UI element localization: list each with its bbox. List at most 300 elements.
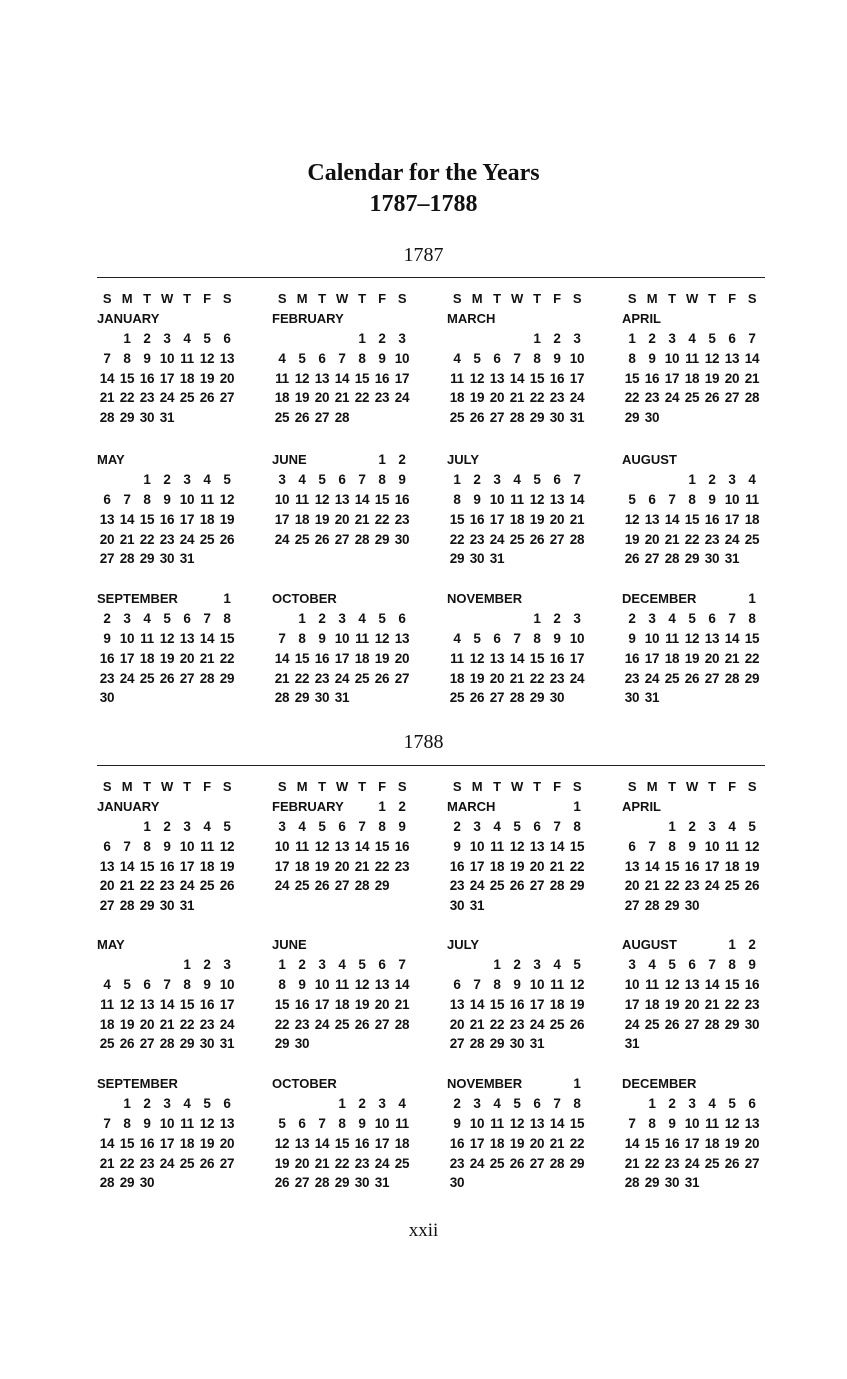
month-name: SEPTEMBER bbox=[97, 591, 178, 607]
day-cell: 22 bbox=[529, 670, 545, 686]
day-cell: 27 bbox=[449, 1036, 465, 1052]
day-cell: 14 bbox=[549, 1115, 565, 1131]
day-cell: 29 bbox=[179, 1036, 195, 1052]
day-cell: 7 bbox=[103, 350, 111, 366]
day-cell: 5 bbox=[163, 611, 171, 627]
day-cell: 3 bbox=[278, 472, 286, 488]
day-cell: 17 bbox=[684, 1135, 700, 1151]
day-cell: 25 bbox=[294, 878, 310, 894]
day-cell: 11 bbox=[275, 370, 289, 386]
day-cell: 28 bbox=[704, 1016, 720, 1032]
day-cell: 10 bbox=[569, 350, 585, 366]
day-cell: 27 bbox=[684, 1016, 700, 1032]
day-cell: 13 bbox=[139, 996, 155, 1012]
day-cell: 3 bbox=[533, 957, 541, 973]
weekday-header-cell: S bbox=[397, 291, 407, 307]
day-cell: 15 bbox=[219, 630, 235, 646]
day-cell: 21 bbox=[99, 390, 115, 406]
day-cell: 16 bbox=[394, 491, 410, 507]
month-grid bbox=[97, 1074, 269, 1193]
month-december-1787 bbox=[622, 589, 794, 708]
month-grid bbox=[622, 935, 794, 1054]
day-cell: 10 bbox=[704, 838, 720, 854]
day-cell: 20 bbox=[374, 996, 390, 1012]
month-name: APRIL bbox=[622, 311, 661, 327]
month-name: FEBRUARY bbox=[272, 799, 344, 815]
day-cell: 25 bbox=[394, 1155, 410, 1171]
day-cell: 26 bbox=[724, 1155, 740, 1171]
day-cell: 29 bbox=[374, 878, 390, 894]
day-cell: 22 bbox=[489, 1016, 505, 1032]
weekday-header-cell: S bbox=[627, 779, 637, 795]
day-cell: 30 bbox=[199, 1036, 215, 1052]
day-cell: 20 bbox=[744, 1135, 760, 1151]
weekday-header-cell: W bbox=[336, 779, 348, 795]
day-cell: 20 bbox=[219, 370, 235, 386]
month-august-1788 bbox=[622, 935, 794, 1054]
day-cell: 16 bbox=[314, 650, 330, 666]
day-cell: 26 bbox=[314, 531, 330, 547]
day-cell: 8 bbox=[668, 838, 676, 854]
day-cell: 28 bbox=[744, 390, 760, 406]
day-cell: 5 bbox=[298, 350, 306, 366]
weekday-header-cell: W bbox=[336, 291, 348, 307]
day-cell: 9 bbox=[318, 630, 326, 646]
day-cell: 25 bbox=[99, 1036, 115, 1052]
day-cell: 13 bbox=[489, 370, 505, 386]
day-cell: 23 bbox=[394, 858, 410, 874]
day-cell: 17 bbox=[704, 858, 720, 874]
day-cell: 4 bbox=[183, 330, 191, 346]
day-cell: 4 bbox=[453, 350, 461, 366]
page-title-line-2: 1787–1788 bbox=[369, 191, 478, 217]
day-cell: 4 bbox=[513, 472, 521, 488]
day-cell: 4 bbox=[648, 957, 656, 973]
day-cell: 9 bbox=[143, 1115, 151, 1131]
day-cell: 15 bbox=[569, 838, 585, 854]
day-cell: 13 bbox=[99, 511, 115, 527]
day-cell: 14 bbox=[99, 1135, 115, 1151]
day-cell: 22 bbox=[274, 1016, 290, 1032]
day-cell: 7 bbox=[398, 957, 406, 973]
day-cell: 20 bbox=[684, 996, 700, 1012]
weekday-header-cell: T bbox=[183, 779, 191, 795]
day-cell: 19 bbox=[314, 858, 330, 874]
month-name: JUNE bbox=[272, 937, 307, 953]
day-cell: 29 bbox=[489, 1036, 505, 1052]
day-cell: 31 bbox=[334, 690, 350, 706]
day-cell: 6 bbox=[143, 976, 151, 992]
day-cell: 18 bbox=[704, 1135, 720, 1151]
day-cell: 15 bbox=[374, 838, 390, 854]
day-cell: 26 bbox=[744, 878, 760, 894]
day-cell: 1 bbox=[298, 611, 306, 627]
day-cell: 30 bbox=[314, 690, 330, 706]
day-cell: 5 bbox=[513, 818, 521, 834]
day-cell: 14 bbox=[334, 370, 350, 386]
weekday-header-cell: T bbox=[358, 291, 366, 307]
weekday-header-cell: M bbox=[471, 779, 483, 795]
day-cell: 4 bbox=[708, 1096, 716, 1112]
day-cell: 19 bbox=[724, 1135, 740, 1151]
day-cell: 14 bbox=[274, 650, 290, 666]
day-cell: 28 bbox=[394, 1016, 410, 1032]
day-cell: 21 bbox=[624, 1155, 640, 1171]
day-cell: 1 bbox=[378, 452, 386, 468]
day-cell: 8 bbox=[183, 976, 191, 992]
day-cell: 1 bbox=[378, 799, 386, 815]
month-april-1787 bbox=[622, 289, 794, 428]
day-cell: 8 bbox=[533, 630, 541, 646]
day-cell: 1 bbox=[573, 1076, 581, 1092]
day-cell: 21 bbox=[704, 996, 720, 1012]
day-cell: 22 bbox=[119, 1155, 135, 1171]
day-cell: 18 bbox=[334, 996, 350, 1012]
day-cell: 3 bbox=[728, 472, 736, 488]
day-cell: 15 bbox=[119, 1135, 135, 1151]
day-cell: 20 bbox=[394, 650, 410, 666]
month-grid bbox=[97, 935, 269, 1054]
day-cell: 29 bbox=[119, 1175, 135, 1191]
day-cell: 10 bbox=[724, 491, 740, 507]
day-cell: 2 bbox=[163, 818, 171, 834]
day-cell: 21 bbox=[549, 858, 565, 874]
day-cell: 2 bbox=[163, 472, 171, 488]
day-cell: 28 bbox=[354, 531, 370, 547]
day-cell: 2 bbox=[453, 1096, 461, 1112]
day-cell: 27 bbox=[99, 551, 115, 567]
day-cell: 9 bbox=[668, 1115, 676, 1131]
day-cell: 11 bbox=[745, 491, 759, 507]
day-cell: 10 bbox=[684, 1115, 700, 1131]
day-cell: 29 bbox=[219, 670, 235, 686]
day-cell: 29 bbox=[374, 531, 390, 547]
day-cell: 9 bbox=[143, 350, 151, 366]
day-cell: 25 bbox=[274, 410, 290, 426]
day-cell: 11 bbox=[665, 630, 679, 646]
day-cell: 12 bbox=[199, 350, 215, 366]
day-cell: 29 bbox=[569, 878, 585, 894]
day-cell: 15 bbox=[294, 650, 310, 666]
day-cell: 1 bbox=[183, 957, 191, 973]
day-cell: 19 bbox=[744, 858, 760, 874]
day-cell: 13 bbox=[704, 630, 720, 646]
day-cell: 26 bbox=[569, 1016, 585, 1032]
month-february-1788 bbox=[272, 777, 444, 896]
day-cell: 18 bbox=[664, 650, 680, 666]
day-cell: 14 bbox=[509, 370, 525, 386]
day-cell: 7 bbox=[358, 818, 366, 834]
month-grid bbox=[447, 777, 619, 916]
month-may-1787 bbox=[97, 450, 269, 569]
day-cell: 6 bbox=[318, 350, 326, 366]
day-cell: 3 bbox=[493, 472, 501, 488]
day-cell: 12 bbox=[624, 511, 640, 527]
day-cell: 2 bbox=[708, 472, 716, 488]
day-cell: 2 bbox=[628, 611, 636, 627]
day-cell: 19 bbox=[469, 670, 485, 686]
month-name: MAY bbox=[97, 452, 125, 468]
day-cell: 28 bbox=[549, 1155, 565, 1171]
day-cell: 3 bbox=[688, 1096, 696, 1112]
day-cell: 31 bbox=[489, 551, 505, 567]
page-number: xxii bbox=[408, 1220, 439, 1241]
day-cell: 31 bbox=[644, 690, 660, 706]
day-cell: 1 bbox=[223, 591, 231, 607]
day-cell: 28 bbox=[119, 898, 135, 914]
day-cell: 31 bbox=[469, 898, 485, 914]
day-cell: 7 bbox=[553, 1096, 561, 1112]
day-cell: 17 bbox=[179, 511, 195, 527]
day-cell: 17 bbox=[664, 370, 680, 386]
day-cell: 29 bbox=[529, 690, 545, 706]
day-cell: 1 bbox=[728, 937, 736, 953]
day-cell: 17 bbox=[219, 996, 235, 1012]
day-cell: 16 bbox=[449, 858, 465, 874]
day-cell: 6 bbox=[338, 472, 346, 488]
day-cell: 2 bbox=[143, 1096, 151, 1112]
day-cell: 4 bbox=[143, 611, 151, 627]
day-cell: 22 bbox=[139, 531, 155, 547]
day-cell: 11 bbox=[645, 976, 659, 992]
day-cell: 19 bbox=[314, 511, 330, 527]
day-cell: 3 bbox=[628, 957, 636, 973]
day-cell: 4 bbox=[103, 976, 111, 992]
day-cell: 29 bbox=[449, 551, 465, 567]
day-cell: 23 bbox=[644, 390, 660, 406]
month-grid bbox=[272, 935, 444, 1054]
day-cell: 3 bbox=[183, 472, 191, 488]
day-cell: 26 bbox=[354, 1016, 370, 1032]
divider-rule-1787 bbox=[97, 277, 765, 278]
weekday-header-cell: T bbox=[143, 779, 151, 795]
day-cell: 15 bbox=[664, 858, 680, 874]
day-cell: 13 bbox=[374, 976, 390, 992]
day-cell: 16 bbox=[549, 370, 565, 386]
month-name: NOVEMBER bbox=[447, 591, 523, 607]
day-cell: 13 bbox=[219, 1115, 235, 1131]
day-cell: 5 bbox=[513, 1096, 521, 1112]
day-cell: 20 bbox=[704, 650, 720, 666]
day-cell: 3 bbox=[338, 611, 346, 627]
day-cell: 23 bbox=[469, 531, 485, 547]
day-cell: 16 bbox=[449, 1135, 465, 1151]
day-cell: 18 bbox=[449, 670, 465, 686]
day-cell: 26 bbox=[509, 878, 525, 894]
day-cell: 9 bbox=[203, 976, 211, 992]
day-cell: 26 bbox=[314, 878, 330, 894]
day-cell: 21 bbox=[274, 670, 290, 686]
day-cell: 19 bbox=[294, 390, 310, 406]
day-cell: 27 bbox=[744, 1155, 760, 1171]
day-cell: 23 bbox=[449, 1155, 465, 1171]
day-cell: 7 bbox=[203, 611, 211, 627]
day-cell: 21 bbox=[644, 878, 660, 894]
day-cell: 26 bbox=[469, 690, 485, 706]
day-cell: 18 bbox=[509, 511, 525, 527]
day-cell: 7 bbox=[358, 472, 366, 488]
month-grid bbox=[272, 589, 444, 708]
day-cell: 10 bbox=[469, 1115, 485, 1131]
day-cell: 8 bbox=[533, 350, 541, 366]
month-name: DECEMBER bbox=[622, 1076, 697, 1092]
day-cell: 16 bbox=[684, 858, 700, 874]
day-cell: 12 bbox=[744, 838, 760, 854]
day-cell: 8 bbox=[143, 491, 151, 507]
day-cell: 14 bbox=[509, 650, 525, 666]
day-cell: 18 bbox=[394, 1135, 410, 1151]
weekday-header-cell: T bbox=[493, 779, 501, 795]
day-cell: 18 bbox=[489, 858, 505, 874]
weekday-header-cell: S bbox=[572, 291, 582, 307]
day-cell: 29 bbox=[139, 898, 155, 914]
day-cell: 29 bbox=[334, 1175, 350, 1191]
day-cell: 2 bbox=[453, 818, 461, 834]
day-cell: 4 bbox=[278, 350, 286, 366]
month-june-1788 bbox=[272, 935, 444, 1054]
month-november-1788 bbox=[447, 1074, 619, 1193]
day-cell: 25 bbox=[704, 1155, 720, 1171]
day-cell: 5 bbox=[573, 957, 581, 973]
day-cell: 27 bbox=[99, 898, 115, 914]
day-cell: 2 bbox=[358, 1096, 366, 1112]
day-cell: 24 bbox=[664, 390, 680, 406]
weekday-header-cell: T bbox=[183, 291, 191, 307]
day-cell: 24 bbox=[624, 1016, 640, 1032]
day-cell: 7 bbox=[123, 838, 131, 854]
month-name: APRIL bbox=[622, 799, 661, 815]
day-cell: 22 bbox=[219, 650, 235, 666]
day-cell: 16 bbox=[469, 511, 485, 527]
day-cell: 6 bbox=[533, 1096, 541, 1112]
day-cell: 24 bbox=[219, 1016, 235, 1032]
day-cell: 12 bbox=[199, 1115, 215, 1131]
month-grid bbox=[97, 777, 269, 916]
day-cell: 10 bbox=[469, 838, 485, 854]
day-cell: 14 bbox=[644, 858, 660, 874]
day-cell: 10 bbox=[159, 350, 175, 366]
day-cell: 11 bbox=[685, 350, 699, 366]
day-cell: 19 bbox=[509, 1135, 525, 1151]
weekday-header-cell: W bbox=[686, 779, 698, 795]
day-cell: 17 bbox=[374, 1135, 390, 1151]
day-cell: 6 bbox=[728, 330, 736, 346]
day-cell: 18 bbox=[274, 390, 290, 406]
month-name: AUGUST bbox=[622, 452, 677, 468]
day-cell: 30 bbox=[294, 1036, 310, 1052]
day-cell: 3 bbox=[398, 330, 406, 346]
day-cell: 12 bbox=[374, 630, 390, 646]
day-cell: 1 bbox=[648, 1096, 656, 1112]
month-february-1787 bbox=[272, 289, 444, 428]
day-cell: 6 bbox=[688, 957, 696, 973]
day-cell: 24 bbox=[704, 878, 720, 894]
weekday-header-cell: T bbox=[318, 291, 326, 307]
day-cell: 2 bbox=[473, 472, 481, 488]
day-cell: 21 bbox=[199, 650, 215, 666]
weekday-header-cell: W bbox=[161, 291, 173, 307]
day-cell: 19 bbox=[219, 511, 235, 527]
day-cell: 19 bbox=[684, 650, 700, 666]
day-cell: 19 bbox=[199, 370, 215, 386]
day-cell: 9 bbox=[708, 491, 716, 507]
day-cell: 26 bbox=[159, 670, 175, 686]
day-cell: 8 bbox=[748, 611, 756, 627]
day-cell: 6 bbox=[453, 976, 461, 992]
day-cell: 18 bbox=[199, 858, 215, 874]
day-cell: 21 bbox=[744, 370, 760, 386]
year-heading-1787: 1787 bbox=[403, 244, 444, 266]
day-cell: 20 bbox=[314, 390, 330, 406]
day-cell: 13 bbox=[489, 650, 505, 666]
day-cell: 22 bbox=[684, 531, 700, 547]
day-cell: 19 bbox=[664, 996, 680, 1012]
day-cell: 3 bbox=[163, 1096, 171, 1112]
day-cell: 4 bbox=[453, 630, 461, 646]
day-cell: 24 bbox=[334, 670, 350, 686]
day-cell: 13 bbox=[644, 511, 660, 527]
day-cell: 24 bbox=[179, 878, 195, 894]
day-cell: 21 bbox=[724, 650, 740, 666]
day-cell: 13 bbox=[219, 350, 235, 366]
day-cell: 15 bbox=[119, 370, 135, 386]
day-cell: 11 bbox=[200, 838, 214, 854]
day-cell: 12 bbox=[664, 976, 680, 992]
day-cell: 11 bbox=[450, 650, 464, 666]
day-cell: 1 bbox=[123, 330, 131, 346]
day-cell: 16 bbox=[159, 858, 175, 874]
day-cell: 22 bbox=[664, 878, 680, 894]
day-cell: 5 bbox=[378, 611, 386, 627]
day-cell: 12 bbox=[314, 838, 330, 854]
day-cell: 8 bbox=[573, 1096, 581, 1112]
day-cell: 30 bbox=[159, 898, 175, 914]
day-cell: 29 bbox=[119, 410, 135, 426]
month-september-1787 bbox=[97, 589, 269, 708]
day-cell: 25 bbox=[724, 878, 740, 894]
day-cell: 9 bbox=[513, 976, 521, 992]
day-cell: 5 bbox=[123, 976, 131, 992]
weekday-header-cell: S bbox=[102, 291, 112, 307]
day-cell: 24 bbox=[274, 531, 290, 547]
day-cell: 26 bbox=[274, 1175, 290, 1191]
day-cell: 9 bbox=[358, 1115, 366, 1131]
day-cell: 24 bbox=[469, 878, 485, 894]
day-cell: 14 bbox=[159, 996, 175, 1012]
day-cell: 19 bbox=[119, 1016, 135, 1032]
month-name: JULY bbox=[447, 452, 480, 468]
day-cell: 30 bbox=[139, 1175, 155, 1191]
day-cell: 30 bbox=[644, 410, 660, 426]
month-august-1787 bbox=[622, 450, 794, 569]
month-name: JANUARY bbox=[97, 311, 160, 327]
day-cell: 9 bbox=[103, 630, 111, 646]
day-cell: 18 bbox=[179, 370, 195, 386]
day-cell: 16 bbox=[99, 650, 115, 666]
day-cell: 28 bbox=[569, 531, 585, 547]
day-cell: 20 bbox=[644, 531, 660, 547]
day-cell: 24 bbox=[274, 878, 290, 894]
day-cell: 31 bbox=[179, 898, 195, 914]
day-cell: 20 bbox=[529, 1135, 545, 1151]
weekday-header-cell: M bbox=[646, 291, 658, 307]
day-cell: 7 bbox=[708, 957, 716, 973]
day-cell: 11 bbox=[550, 976, 564, 992]
weekday-header-cell: T bbox=[668, 779, 676, 795]
month-name: AUGUST bbox=[622, 937, 677, 953]
day-cell: 2 bbox=[513, 957, 521, 973]
day-cell: 10 bbox=[159, 1115, 175, 1131]
